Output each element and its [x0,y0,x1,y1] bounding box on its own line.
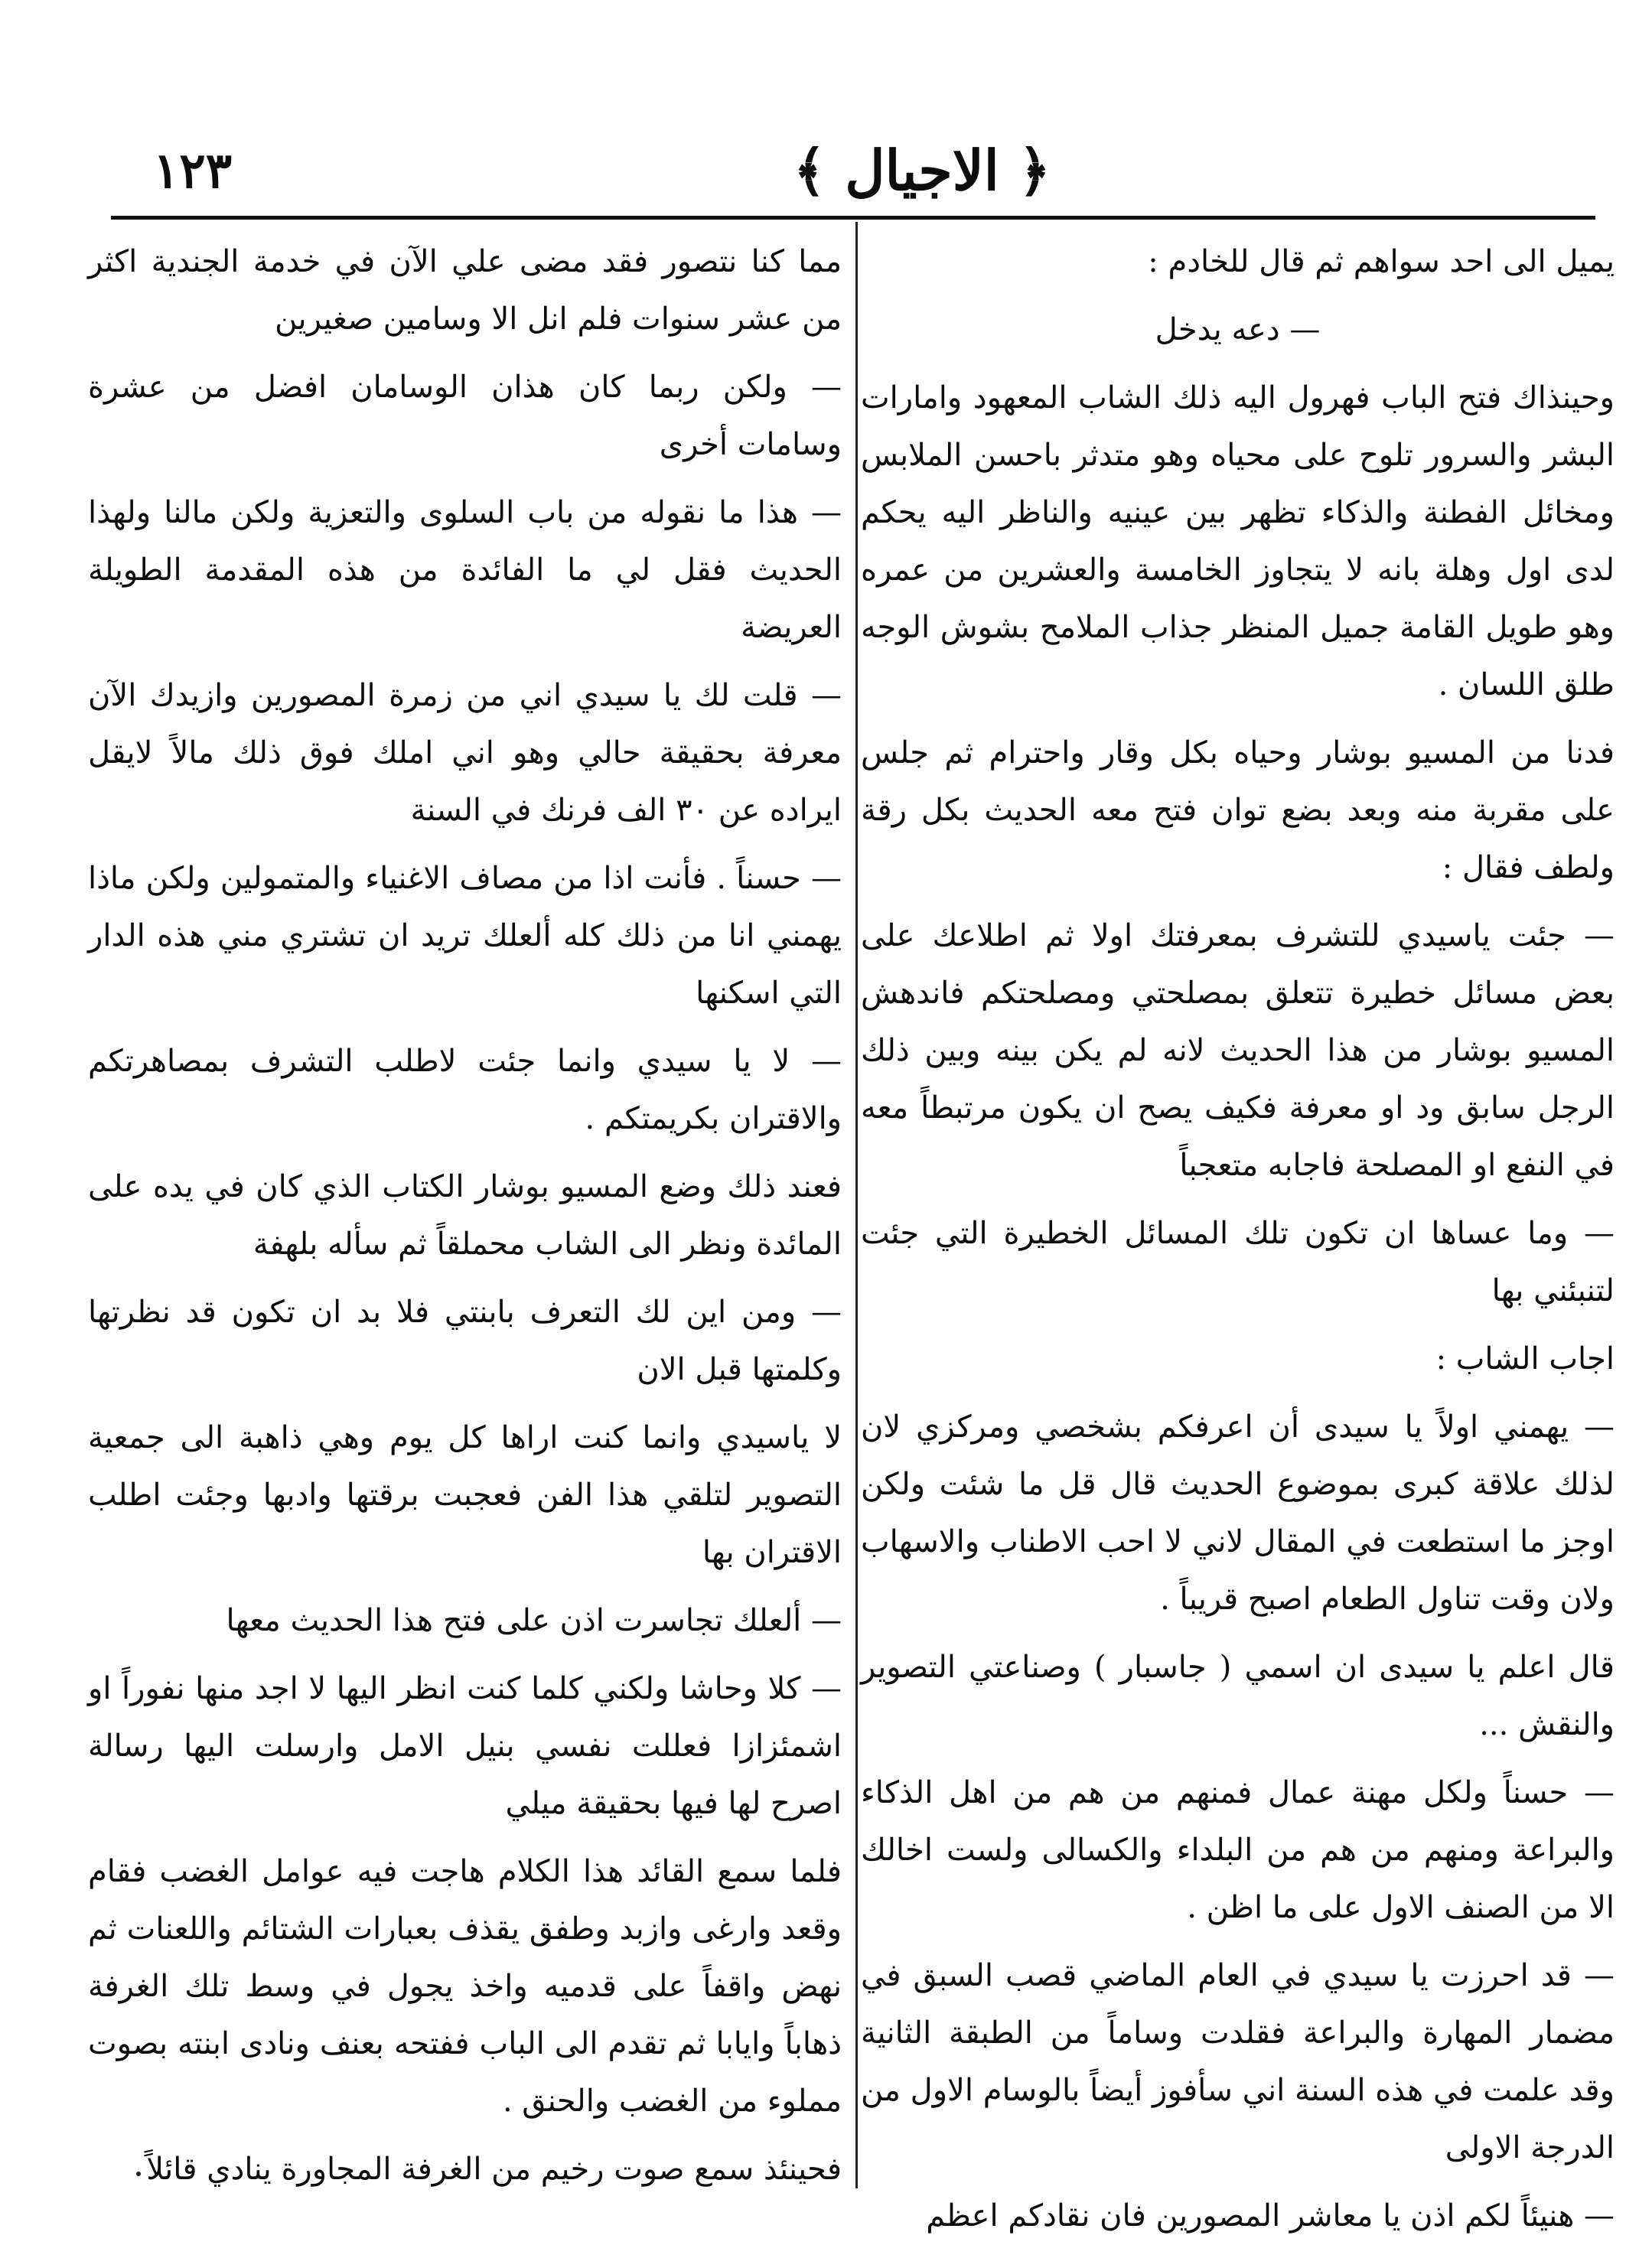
header-rule [111,216,1595,220]
paragraph: وحينذاك فتح الباب فهرول اليه ذلك الشاب المعهود وامارات البشر والسرور تلوح على محياه وهو متدثر باحسن الملابس ومخائل الفطنة والذكاء تظهر بين عينيه والناظر اليه يحكم لدى اول وهلة بانه لا يتجاوز الخامسة والعشرين من عمره وهو طويل القامة جميل المنظر جذاب الملامح بشوش الوجه طلق اللسان . [861,380,1615,702]
page-header [153,138,1584,222]
paragraph: فعند ذلك وضع المسيو بوشار الكتاب الذي كان في يده على المائدة ونظر الى الشاب محملقاً ثم سأله بلهفة [88,1169,842,1262]
paragraph: — لا يا سيدي وانما جئت لاطلب التشرف بمصاهرتكم والاقتران بكريمتكم . [88,1044,842,1136]
right-column [861,233,1615,2234]
page-number: ١٢٣ [153,142,233,200]
paragraph: — هذا ما نقوله من باب السلوى والتعزية ولكن مالنا ولهذا الحديث فقل لي ما الفائدة من هذه المقدمة الطويلة العريضة [88,495,842,645]
column-divider [855,222,858,2188]
paragraph: فحينئذ سمع صوت رخيم من الغرفة المجاورة ينادي قائلاً [146,2152,842,2187]
paragraph: — هنيئاً لكم اذن يا معاشر المصورين فان نقادكم اعظم [926,2198,1615,2234]
paragraph: — ولكن ربما كان هذان الوسامان افضل من عشرة وسامات أخرى [88,370,842,462]
paragraph: — يهمني اولاً يا سيدى أن اعرفكم بشخصي ومركزي لان لذلك علاقة كبرى بموضوع الحديث قال قل ما شئت ولكن اوجز ما استطعت في المقال لاني لا احب الاطناب والاسهاب ولان وقت تناول الطعام اصبح قريباً . [861,1409,1615,1617]
paragraph: اجاب الشاب : [1435,1341,1615,1377]
paragraph: لا ياسيدي وانما كنت اراها كل يوم وهي ذاهبة الى جمعية التصوير لتلقي هذا الفن فعجبت برقتها وادبها وجئت اطلب الاقتران بها [88,1420,842,1570]
paragraph: — وما عساها ان تكون تلك المسائل الخطيرة التي جئت لتنبئني بها [861,1216,1615,1308]
paragraph: — ألعلك تجاسرت اذن على فتح هذا الحديث معها [226,1603,842,1638]
paragraph: — جئت ياسيدي للتشرف بمعرفتك اولا ثم اطلاعك على بعض مسائل خطيرة تتعلق بمصلحتي ومصلحتكم فاندهش المسيو بوشار من هذا الحديث لانه لم يكن بينه وبين ذلك الرجل سابق ود او معرفة فكيف يصح ان يكون مرتبطاً معه في النفع او المصلحة فاجابه متعجباً [861,918,1615,1183]
paragraph: — قد احرزت يا سيدي في العام الماضي قصب السبق في مضمار المهارة والبراعة فقلدت وساماً من الطبقة الثانية وقد علمت في هذه السنة اني سأفوز أيضاً بالوسام الاول من الدرجة الاولى [861,1958,1615,2165]
paragraph: يميل الى احد سواهم ثم قال للخادم : [1148,244,1615,279]
paragraph: — حسناً ولكل مهنة عمال فمنهم من هم من اهل الذكاء والبراعة ومنهم من هم من البلداء والكسالى ولست اخالك الا من الصنف الاول على ما اظن . [861,1775,1615,1925]
paragraph: — حسناً . فأنت اذا من مصاف الاغنياء والمتمولين ولكن ماذا يهمني انا من ذلك كله ألعلك تريد ان تشتري مني هذه الدار التي اسكنها [88,861,842,1011]
paragraph: — ومن اين لك التعرف بابنتي فلا بد ان تكون قد نظرتها وكلمتها قبل الان [88,1295,842,1387]
journal-title: ﴿ الاجيال ﴾ [793,138,1051,203]
paragraph: — دعه يدخل [1155,312,1321,347]
paragraph: قال اعلم يا سيدى ان اسمي ( جاسبار ) وصناعتي التصوير والنقش ... [861,1650,1615,1742]
paragraph: فدنا من المسيو بوشار وحياه بكل وقار واحترام ثم جلس على مقربة منه وبعد بضع توان فتح معه الحديث بكل رقة ولطف فقال : [861,735,1615,885]
paragraph: — قلت لك يا سيدي اني من زمرة المصورين وازيدك الآن معرفة بحقيقة حالي وهو اني املك فوق ذلك مالاً لايقل ايراده عن ٣٠ الف فرنك في السنة [88,678,842,828]
print-speck [136,2172,141,2176]
left-column [88,233,842,2192]
paragraph: — كلا وحاشا ولكني كلما كنت انظر اليها لا اجد منها نفوراً او اشمئزازا فعللت نفسي بنيل الامل وارسلت اليها رسالة اصرح لها فيها بحقيقة ميلي [88,1671,842,1821]
paragraph: فلما سمع القائد هذا الكلام هاجت فيه عوامل الغضب فقام وقعد وارغى وازبد وطفق يقذف بعبارات الشتائم واللعنات ثم نهض واقفاً على قدميه واخذ يجول في وسط تلك الغرفة ذهاباً وايابا ثم تقدم الى الباب ففتحه بعنف ونادى ابنته بصوت مملوء من الغضب والحنق . [88,1854,842,2119]
paragraph: مما كنا نتصور فقد مضى علي الآن في خدمة الجندية اكثر من عشر سنوات فلم انل الا وسامين صغيرين [88,244,842,337]
